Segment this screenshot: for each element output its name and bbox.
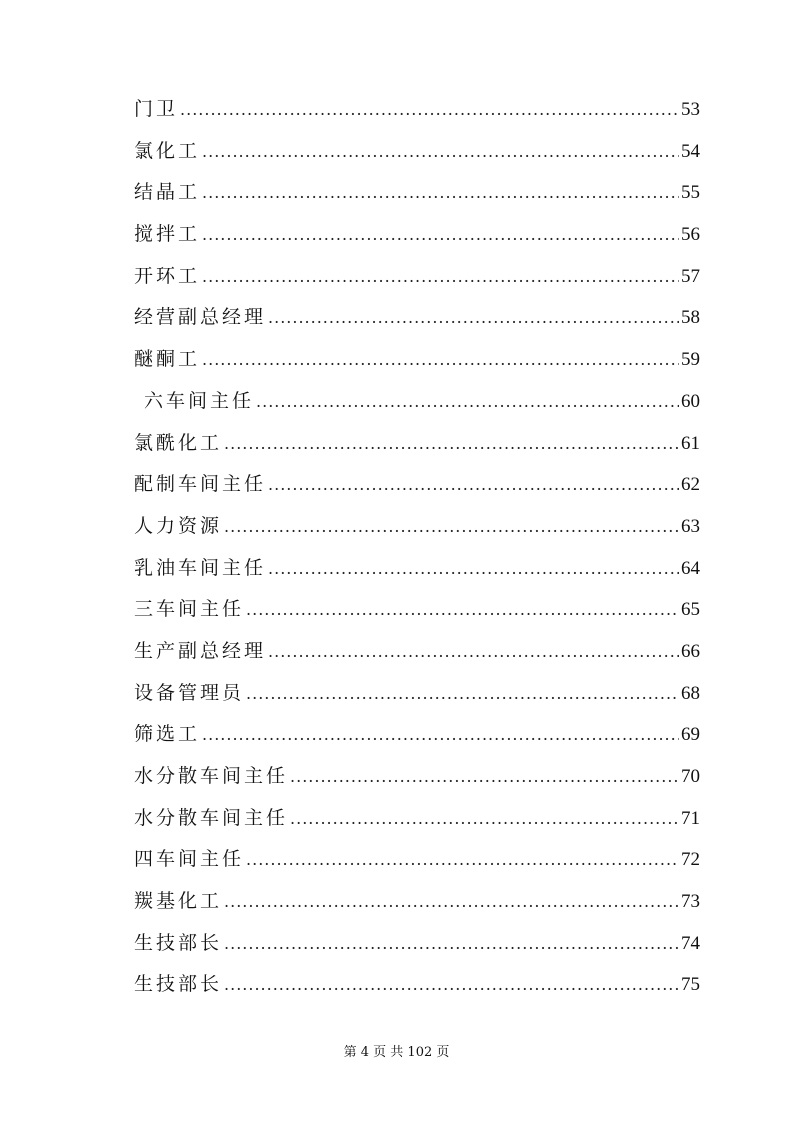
toc-entry-page: 57 — [681, 265, 700, 287]
toc-entry-page: 63 — [681, 515, 700, 537]
toc-entry-page: 54 — [681, 140, 700, 162]
toc-leader-dots — [224, 964, 679, 1006]
toc-entry[interactable] — [134, 714, 700, 756]
toc-entry-page: 62 — [681, 474, 700, 496]
toc-entry[interactable] — [134, 423, 700, 465]
toc-entry-title: 生技部长 — [134, 931, 223, 954]
toc-entry-title: 门卫 — [134, 98, 179, 120]
toc-entry[interactable] — [134, 881, 700, 923]
toc-entry-title: 三车间主任 — [134, 598, 245, 621]
toc-leader-dots — [268, 464, 679, 506]
toc-entry-page: 72 — [681, 849, 700, 871]
toc-leader-dots — [290, 756, 679, 798]
toc-entry[interactable] — [134, 214, 700, 256]
toc-leader-dots — [224, 881, 679, 923]
toc-leader-dots — [202, 131, 679, 173]
toc-entry-page: 65 — [681, 599, 700, 621]
toc-entry[interactable] — [134, 297, 700, 339]
toc-leader-dots — [246, 839, 679, 881]
toc-entry[interactable] — [134, 506, 700, 548]
toc-entry[interactable] — [134, 339, 700, 381]
toc-leader-dots — [224, 506, 679, 548]
table-of-contents — [134, 89, 700, 1006]
toc-leader-dots — [246, 589, 679, 631]
toc-leader-dots — [202, 214, 679, 256]
toc-leader-dots — [268, 631, 679, 673]
page-footer — [0, 1041, 793, 1060]
toc-leader-dots — [246, 673, 679, 715]
toc-entry[interactable] — [134, 589, 700, 631]
toc-entry-page: 61 — [681, 432, 700, 454]
toc-entry-page: 68 — [681, 682, 700, 704]
toc-entry-title: 经营副总经理 — [134, 306, 267, 329]
toc-entry-title: 四车间主任 — [134, 848, 245, 871]
toc-entry-title: 生技部长 — [134, 973, 223, 996]
toc-entry[interactable] — [134, 798, 700, 840]
toc-entry-page: 74 — [681, 932, 700, 954]
toc-entry[interactable] — [134, 839, 700, 881]
toc-entry[interactable] — [134, 964, 700, 1006]
toc-leader-dots — [202, 172, 679, 214]
toc-entry-title: 乳油车间主任 — [134, 556, 267, 579]
toc-leader-dots — [202, 714, 679, 756]
toc-leader-dots — [202, 256, 679, 298]
toc-leader-dots — [180, 89, 679, 131]
page-number-text: 第 4 页 共 102 页 — [343, 1045, 450, 1060]
toc-entry-page: 60 — [681, 390, 700, 412]
toc-leader-dots — [268, 548, 679, 590]
toc-leader-dots — [224, 923, 679, 965]
toc-entry[interactable] — [134, 923, 700, 965]
toc-entry-title: 羰基化工 — [134, 890, 223, 913]
toc-entry-title: 配制车间主任 — [134, 473, 267, 496]
toc-entry[interactable] — [134, 172, 700, 214]
toc-entry-page: 59 — [681, 349, 700, 371]
toc-entry-page: 70 — [681, 766, 700, 787]
toc-entry-title: 搅拌工 — [134, 223, 201, 246]
toc-leader-dots — [202, 339, 679, 381]
toc-entry[interactable] — [134, 89, 700, 131]
toc-entry[interactable] — [134, 131, 700, 173]
toc-entry-title: 氯化工 — [134, 139, 201, 162]
toc-entry-page: 58 — [681, 307, 700, 329]
toc-entry-page: 56 — [681, 224, 700, 246]
toc-entry[interactable] — [134, 756, 700, 798]
toc-entry-page: 66 — [681, 640, 700, 662]
toc-entry-title: 醚酮工 — [134, 348, 201, 371]
toc-entry-page: 64 — [681, 557, 700, 579]
toc-entry-title: 结晶工 — [134, 181, 201, 204]
toc-entry-title: 筛选工 — [134, 723, 201, 746]
toc-entry[interactable] — [134, 464, 700, 506]
toc-entry-page: 69 — [681, 724, 700, 746]
toc-entry-title: 人力资源 — [134, 514, 223, 537]
toc-entry-title: 设备管理员 — [134, 681, 245, 704]
toc-entry-title: 开环工 — [134, 264, 201, 287]
toc-leader-dots — [290, 798, 679, 840]
toc-entry-title: 水分散车间主任 — [134, 765, 289, 787]
toc-entry-page: 71 — [681, 807, 700, 829]
toc-entry-title: 水分散车间主任 — [134, 806, 289, 829]
toc-entry[interactable] — [134, 381, 700, 423]
toc-leader-dots — [256, 381, 679, 423]
toc-entry[interactable] — [134, 631, 700, 673]
toc-entry-page: 53 — [681, 99, 700, 120]
toc-entry-page: 75 — [681, 974, 700, 996]
toc-leader-dots — [268, 297, 679, 339]
toc-entry[interactable] — [134, 548, 700, 590]
toc-entry[interactable] — [134, 673, 700, 715]
toc-entry-page: 55 — [681, 182, 700, 204]
toc-entry-title: 六车间主任 — [144, 389, 255, 412]
toc-entry-title: 氯酰化工 — [134, 431, 223, 454]
toc-leader-dots — [224, 423, 679, 465]
toc-entry[interactable] — [134, 256, 700, 298]
toc-entry-page: 73 — [681, 891, 700, 913]
toc-entry-title: 生产副总经理 — [134, 639, 267, 662]
